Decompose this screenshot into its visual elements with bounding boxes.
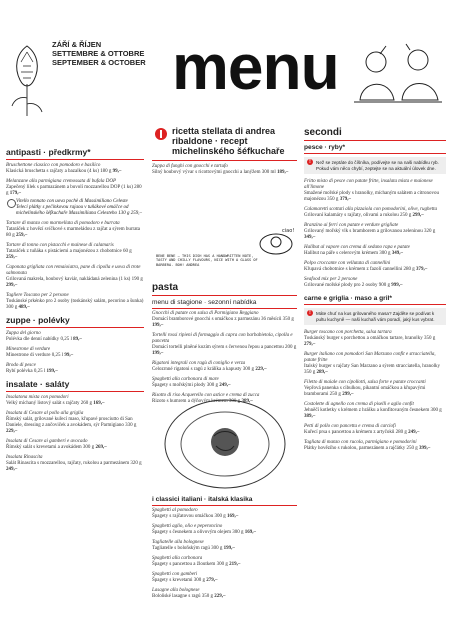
page-title: menu (172, 31, 339, 103)
list-item: Spaghetti con gamberi Špagety s krevetami 300 g 279,– (152, 572, 218, 583)
subsection-carne-heading: carne e griglia · maso a gril* (304, 295, 446, 305)
list-item: Seafood mix per 2 persone Grilované mořské plody pro 2 osoby 900 g 999,– (304, 277, 403, 289)
list-item: Vitello tonnato con uova pochè di Massimiliano Celeste Telecí plátky s pečínkovou rajaou v tuňákové omáčce od michelinského šéfkuchaře Massimiliana Celesteho 130 g 259,– (6, 199, 144, 217)
list-item: Melanzane alla parmigiana cremossata di bufala DOP Zapečený lilek s parmazánem a buvolí mozzarellou DOP (1 ks) 280 g 179,– (6, 179, 142, 196)
list-item: Burger italiano con pomodori San Marzano confit e stracciatella, patate fritte Italský burger s rajčaty San Marzano a sýrem stracciatella, hranolky 350 g 289,– (304, 352, 440, 376)
subsection-pesce-heading: pesce · ryby* (304, 144, 446, 154)
list-item: Branzino ai ferri con patate e verdure grigliate Grilovaný mořský vlk s bramborem a grilovanou zeleninou 320 g 349,– (304, 223, 436, 241)
list-item: Tagliata di manzo con rucola, parmigiano e pomodorini Plátky hovězího s rukolou, parmezánem a rajčátky 250 g 399,– (304, 440, 431, 452)
list-item: Filetto di maiale con cipollotti, salsa forte e patate croccanti Vepřová panenka s cibulkou, pikantní omáčkou a křupavými bramborami 250 g 299,– (304, 380, 426, 398)
section-insalate-heading: insalate · saláty (6, 379, 144, 392)
bubble-text: ciao! (282, 228, 295, 234)
list-item: Zuppa del giorno Polévka dle denní nabídky 0,25 l 89,– (6, 331, 82, 342)
list-item: Brodo di pesce Rybí polévka 0,25 l 199,– (6, 363, 58, 374)
menu-dates: ZÁŘÍ & ŘÍJEN SETTEMBRE & OTTOBRE SEPTEMBER & OCTOBER (52, 40, 146, 67)
section-antipasti-heading: antipasti · předkrmy* (6, 147, 144, 160)
pasta-plate-illustration (162, 396, 288, 492)
list-item: Tartare di manzo con marmellata di pomodoro e burrata Tataráček z hovězí svíčkové s marmeládou z rajčat a sýrem burrata 80 g 259,– (6, 221, 141, 238)
list-item: Rigatoni integrali con ragù di coniglio e verza Celozrnné rigatoni s ragú z králíka a kapusty 300 g 229,– (152, 361, 267, 372)
diners-illustration (350, 40, 446, 120)
list-item: Risotto di riso Acquerello con astice e crema di zucca Rizoto s humrem a dýňovým krémem 300 g 389,– (152, 393, 260, 404)
list-item: Minestrone di verdure Minestrone di verdure 0,25 l 99,– (6, 347, 74, 358)
list-item: Petti di pollo con pancetta e crema di carciofi Kuřecí prsa s pancettou a krémem z artyčoků 280 g 249,– (304, 424, 420, 436)
egg-illustration (256, 224, 296, 256)
list-item: Fritto misto di pesce con patate fritte, insalata mista e maionese all'limone Smažené mořské plody s hranolky, míchaným salátem a citronovou majonézou 350 g 379,– (304, 179, 440, 203)
list-item: Tartare di tonno con pistacchi e mainese di calamaris Tataráček z tuňáka s pistáciemi a majonézou z chobotnice 60 g 259,– (6, 243, 132, 260)
subsection-classici-heading: i classici italiani · italská klasika (152, 496, 297, 506)
list-item: Spaghetti alla carbonara di mare Špagety s mořskými plody 300 g 249,– (152, 377, 231, 388)
list-item: Tagliatelle alla bolognese Tagliatelle s boloňským ragú 300 g 199,– (152, 540, 235, 551)
list-item: Polpo croccante con vellutata di cannellini Křupavá chobotnice s krémem z fazolí cannellini 280 g 379,– (304, 261, 428, 273)
antipasti-list (6, 163, 144, 311)
list-item: Spaghetti aglio, olio e peperoncino Špagety s česnekem a olivovým olejem 300 g 169,– (152, 524, 257, 535)
list-item: Costolette di agnello con crema di piselli e aglio confit Jehněčí kotletky s krémem z hrášku a konfitovaným česnekem 300 g 389,– (304, 402, 442, 420)
list-item: Insalatona mista con pomodori Velký míchaný listový salát s rajčaty 260 g 169,– (6, 395, 105, 406)
carne-info-note: ! Máte chuť na kus grilovaného masa? Zajděte se podívat k pultu kuchyně — naši kuchaři vám poradí, jaký kus vybrat. (304, 308, 446, 325)
list-item: Tortelli rossi ripieni di formaggio di capra con barbabietola, cipolla e pancetta Domácí tortelli plněné kozím sýrem s červenou řepou a pancettou 200 g 199,– (152, 333, 297, 356)
subsection-stagione-heading: menu di stagione · sezonní nabídka (152, 299, 297, 309)
list-item: Lasagne alla bolognese Boloňské lasagne s ragú 350 g 229,– (152, 588, 226, 599)
list-item: Insalata di Cesare al pollo alla griglia Římský salát, grilované kuřecí maso, křupavé prosciutto di San Daniele, dressing z ančoviček a avokádem, sýr Parmigiano 330 g 229,– (6, 411, 137, 434)
list-item: Insalata Rinascita Salát Rinascita s mozzarellou, rajčaty, rukolou a parmezánem 320 g 249,– (6, 455, 142, 472)
section-zuppe-heading: zuppe · polévky (6, 315, 144, 328)
list-item: Caponata grigliata con remaioiatra, pane di cipolla e uova di trote salmonata Grilovaná makrela, houbový kaviár, nakládaná zelenina (1 ks) 190 g 299,– (6, 265, 143, 288)
section-pasta-heading: pasta (152, 282, 297, 296)
chef-handwritten-note: BENE BENE – THIS DISH HAS A HANDWRITTEN NOTE, TASTY AND CHILLY FLAVOURS, NICE WITH A GLASS OF BARBERA. BOH! ANDREA (156, 254, 258, 267)
list-item: Insalata di Cesare ai gamberi e avocado Římský salát s krevetami a avokádem 300 g 269,– (6, 439, 107, 450)
feature-title: ricetta stellata di andrea ribaldone · recept michelinského šéfkuchaře (172, 126, 285, 156)
feature-item: Zuppa di funghi con gnocchi e tartufo Silný houbový vývar s ricottovými gnocchi a lanýžem 300 ml 189,– (152, 160, 297, 176)
list-item: Halibut al vapore con crema di sedano rapa e patate Halibut na páře s celerovým krémem 300 g 349,– (304, 245, 410, 257)
list-item: Calamaretti scottati alla pizzaiola con pomodorini, olive, rughetta Grilovaní kalamáry s rajčaty, olivami a rukolou 250 g 299,– (304, 207, 438, 219)
artichoke-illustration (6, 38, 48, 118)
list-item: Spaghetti alla carbonara Špagety s pancettou a žloutkem 300 g 219,– (152, 556, 241, 567)
list-item: Tagliere Toscano per 2 persone Toskánské prkénko pro 2 osoby (toskánský salám, pecorino a šunka) 300 g 489,– (6, 293, 144, 310)
list-item: Bruschettone classico con pomodoro e basilico Klasická bruschetta s rajčaty a bazalkou (4 ks) 180 g 99,– (6, 163, 122, 174)
list-item: Burger toscano con porchetta, salsa tartara Toskánský burger s porchettou a omáčkou tartare, hranolky 350 g 279,– (304, 330, 436, 348)
chef-star-icon (155, 128, 167, 140)
list-item: Gnocchi di patate con salsa di Parmigiano Reggiano Domácí bramborové gnocchi s omáčkou z parmezánu 36 měsíců 350 g 199,– (152, 311, 294, 328)
pesce-info-note: ! Než se zeptáte do číšníka, podívejte se na naši nabídku ryb. Pokud vám něco chybí, zeptejte se na aktuální úlovek dne. (304, 157, 446, 174)
section-secondi-heading: secondi (304, 127, 446, 141)
list-item: Spaghetti al pomodoro Špagety s rajčatovou omáčkou 300 g 169,– (152, 508, 239, 519)
